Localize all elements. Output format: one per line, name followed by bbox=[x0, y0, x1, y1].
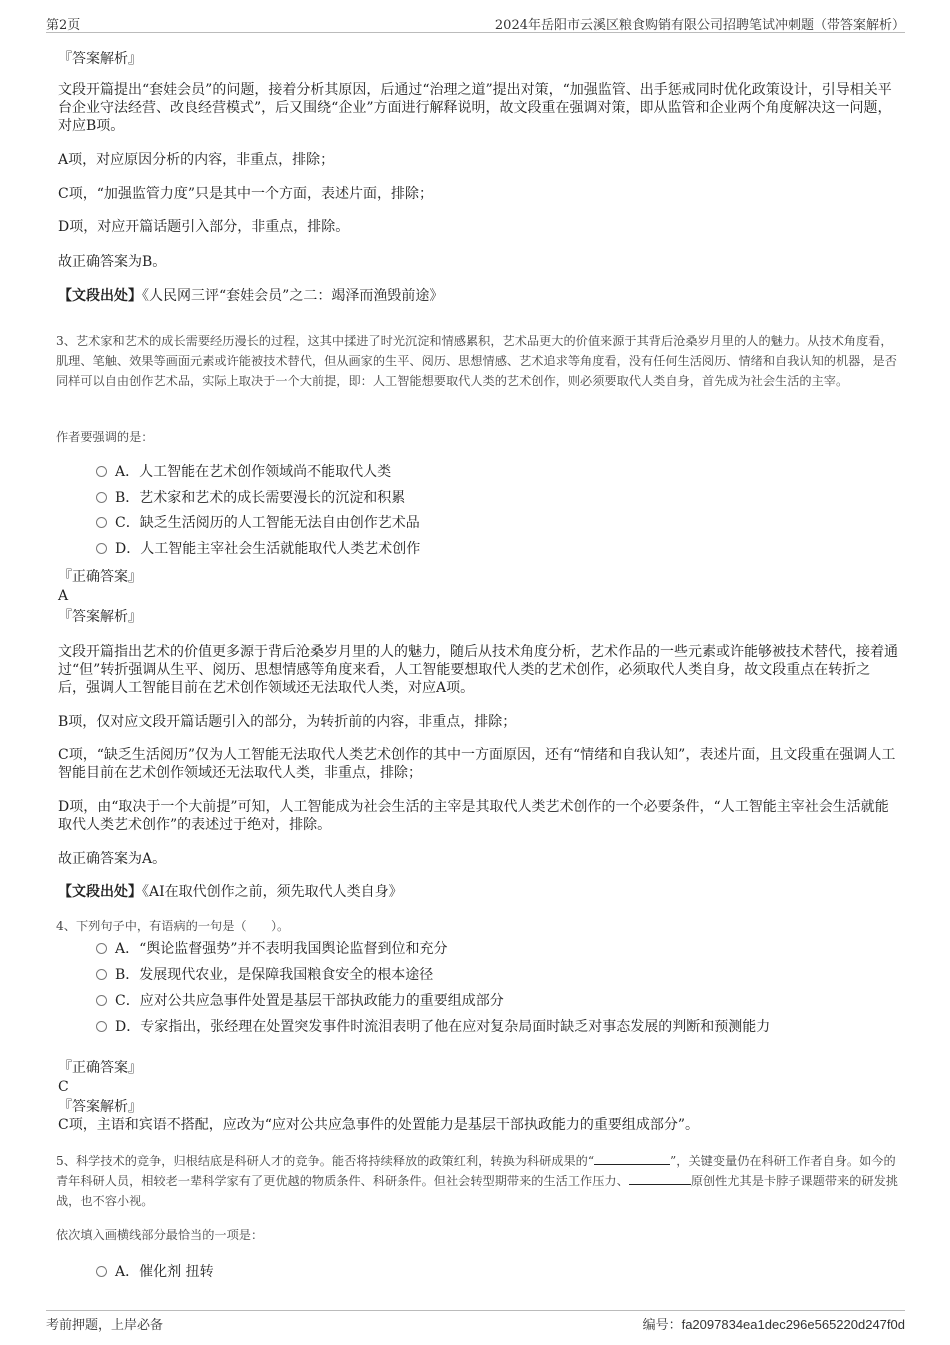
q3-source-text: 《AI在取代创作之前，须先取代人类自身》 bbox=[142, 884, 403, 900]
q4-analysis-text: C项，主语和宾语不搭配，应改为“应对公共应急事件的处置能力是基层干部执政能力的重要组成部分”。 bbox=[58, 1117, 700, 1133]
q4-answer-label: 『正确答案』 bbox=[58, 1060, 142, 1076]
q4-option-c[interactable]: C．应对公共应急事件处置是基层干部执政能力的重要组成部分 bbox=[96, 992, 504, 1010]
q3-option-c[interactable]: C．缺乏生活阅历的人工智能无法自由创作艺术品 bbox=[96, 514, 420, 532]
q2-source bbox=[58, 287, 898, 305]
q2-analysis-option-d: D项，对应开篇话题引入部分，非重点，排除。 bbox=[58, 219, 350, 235]
q3-option-a[interactable]: A．人工智能在艺术创作领域尚不能取代人类 bbox=[96, 463, 391, 481]
q2-analysis-paragraph: 文段开篇提出“套娃会员”的问题，接着分析其原因，后通过“治理之道”提出对策，“加强监管、出手惩戒同时优化政策设计，引导相关平台企业守法经营、改良经营模式”，后又围绕“企业”方面进行解释说明，故文段重在强调对策，即从监管和企业两个角度解决这一问题，对应B项。 bbox=[58, 82, 892, 134]
document-code: 编号：fa2097834ea1dec296e565220d247f0d bbox=[642, 1317, 905, 1333]
q2-conclusion: 故正确答案为B。 bbox=[58, 254, 167, 270]
radio-icon[interactable] bbox=[96, 943, 107, 954]
radio-icon[interactable] bbox=[96, 995, 107, 1006]
q3-analysis-option-c: C项，“缺乏生活阅历”仅为人工智能无法取代人类艺术创作的其中一方面原因，还有“情绪和自我认知”，表述片面，且文段重在强调人工智能目前在艺术创作领域还无法取代人类，非重点，排除； bbox=[58, 747, 896, 781]
q3-option-d[interactable]: D．人工智能主宰社会生活就能取代人类艺术创作 bbox=[96, 540, 420, 558]
document-title: 2024年岳阳市云溪区粮食购销有限公司招聘笔试冲刺题（带答案解析） bbox=[494, 18, 905, 33]
q3-analysis-option-b: B项，仅对应文段开篇话题引入的部分，为转折前的内容，非重点，排除； bbox=[58, 714, 517, 730]
radio-icon[interactable] bbox=[96, 1266, 107, 1277]
footer-slogan: 考前押题，上岸必备 bbox=[46, 1318, 164, 1333]
header-divider bbox=[46, 32, 905, 33]
radio-icon[interactable] bbox=[96, 543, 107, 554]
q3-analysis-option-d: D项，由“取决于一个大前提”可知，人工智能成为社会生活的主宰是其取代人类艺术创作的一个必要条件，“人工智能主宰社会生活就能取代人类艺术创作”的表述过于绝对，排除。 bbox=[58, 799, 889, 833]
q2-source-label: 【文段出处】 bbox=[58, 288, 142, 304]
q2-analysis-label: 『答案解析』 bbox=[58, 51, 142, 67]
q3-conclusion: 故正确答案为A。 bbox=[58, 851, 167, 867]
q3-source-label: 【文段出处】 bbox=[58, 884, 142, 900]
q3-option-b[interactable]: B．艺术家和艺术的成长需要漫长的沉淀和积累 bbox=[96, 489, 405, 507]
q3-analysis-paragraph: 文段开篇指出艺术的价值更多源于背后沧桑岁月里的人的魅力，随后从技术角度分析，艺术作品的一些元素或许能够被技术替代，接着通过“但”转折强调从生平、阅历、思想情感等角度来看，人工智能要想取代人类的艺术创作，必须取代人类自身，故文段重点在转折之后，强调人工智能目前在艺术创作领域还无法取代人类，对应A项。 bbox=[58, 644, 898, 696]
radio-icon[interactable] bbox=[96, 517, 107, 528]
blank-1[interactable] bbox=[594, 1152, 670, 1165]
q4-option-d[interactable]: D．专家指出，张经理在处置突发事件时流泪表明了他在应对复杂局面时缺乏对事态发展的判断和预测能力 bbox=[96, 1018, 770, 1036]
q3-source bbox=[58, 883, 898, 901]
q2-analysis-option-a: A项，对应原因分析的内容，非重点，排除； bbox=[58, 152, 335, 168]
q5-passage: 5、科学技术的竞争，归根结底是科研人才的竞争。能否将持续释放的政策红利，转换为科研成果的“ ”，关键变量仍在科研工作者自身。如今的青年科研人员，相较老一辈科学家有了更优越的物质条件、科研条件。但社会转型期带来的生活工作压力、 原创性尤其是卡脖子课题带来的研发挑战，也不容小视。 bbox=[56, 1154, 898, 1208]
q3-analysis-label: 『答案解析』 bbox=[58, 609, 142, 625]
q3-answer-label: 『正确答案』 bbox=[58, 569, 142, 585]
q4-question: 4、下列句子中，有语病的一句是（ ）。 bbox=[56, 919, 290, 933]
q3-passage: 3、艺术家和艺术的成长需要经历漫长的过程，这其中揉进了时光沉淀和情感累积，艺术品更大的价值来源于其背后沧桑岁月里的人的魅力。从技术角度看，肌理、笔触、效果等画面元素或许能被技术替代，但从画家的生平、阅历、思想情感、艺术追求等角度看，没有任何生活阅历、情绪和自我认知的机器，是否同样可以自由创作艺术品，实际上取决于一个大前提，即：人工智能想要取代人类的艺术创作，则必须要取代人类自身，首先成为社会生活的主宰。 bbox=[56, 334, 897, 388]
q3-answer: A bbox=[58, 588, 69, 604]
q4-option-a[interactable]: A．“舆论监督强势”并不表明我国舆论监督到位和充分 bbox=[96, 940, 447, 958]
radio-icon[interactable] bbox=[96, 969, 107, 980]
q2-analysis-option-c: C项，“加强监管力度”只是其中一个方面，表述片面，排除； bbox=[58, 186, 434, 202]
radio-icon[interactable] bbox=[96, 492, 107, 503]
q4-option-b[interactable]: B．发展现代农业，是保障我国粮食安全的根本途径 bbox=[96, 966, 433, 984]
q5-question: 依次填入画横线部分最恰当的一项是： bbox=[56, 1228, 264, 1242]
footer-divider bbox=[46, 1310, 905, 1311]
page-number: 第2页 bbox=[46, 18, 81, 33]
q2-source-text: 《人民网三评“套娃会员”之二：竭泽而渔毁前途》 bbox=[142, 288, 444, 304]
q4-analysis-label: 『答案解析』 bbox=[58, 1099, 142, 1115]
q3-question: 作者要强调的是： bbox=[56, 430, 154, 444]
radio-icon[interactable] bbox=[96, 1021, 107, 1032]
q4-answer: C bbox=[58, 1079, 69, 1095]
blank-2[interactable] bbox=[629, 1172, 691, 1185]
q5-option-a[interactable]: A．催化剂 扭转 bbox=[96, 1263, 214, 1281]
radio-icon[interactable] bbox=[96, 466, 107, 477]
